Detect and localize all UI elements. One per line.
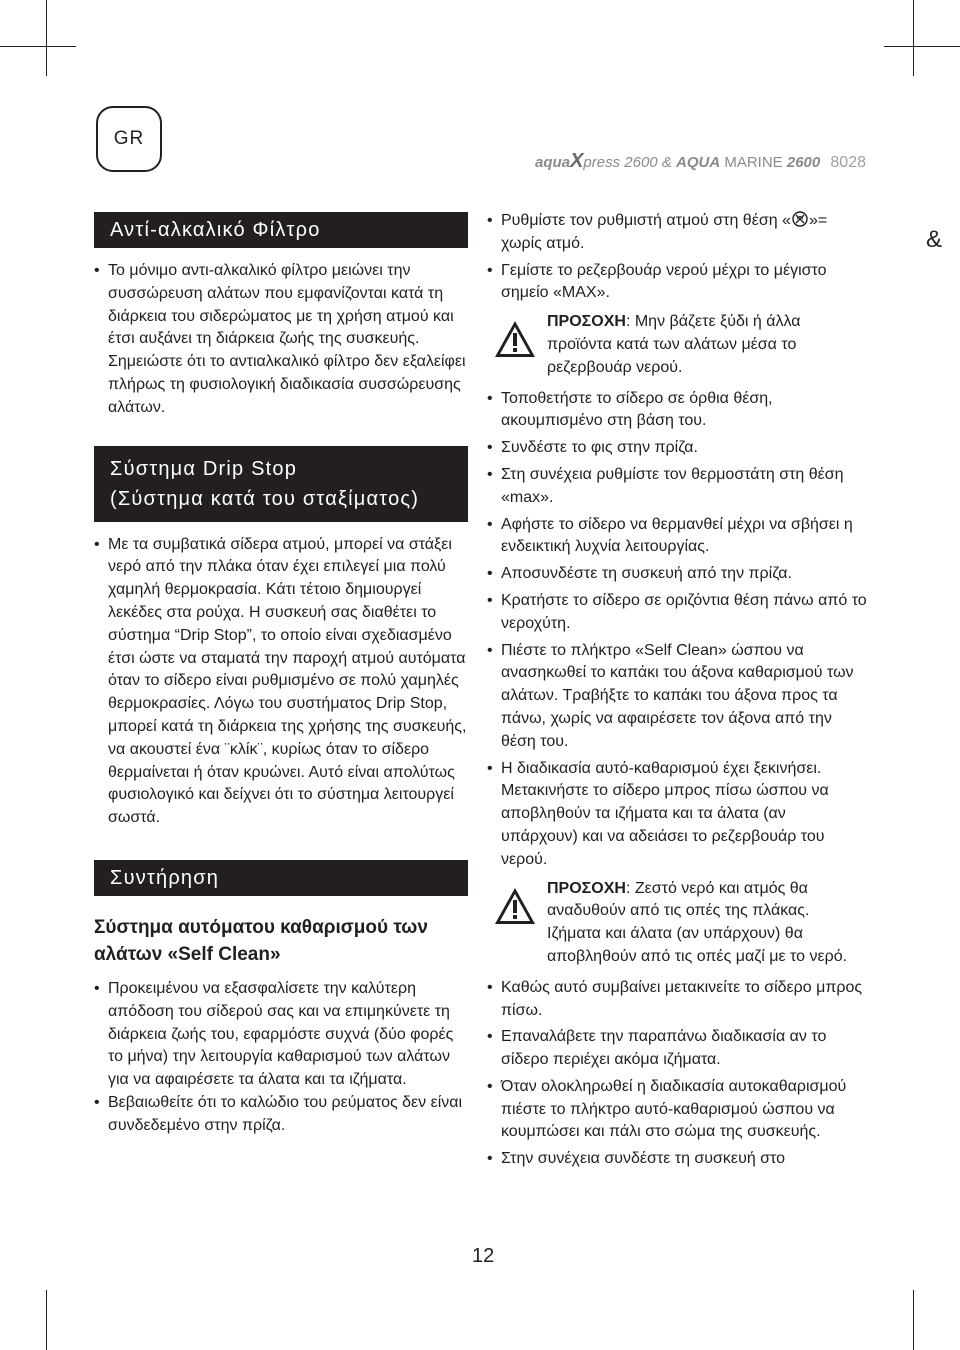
list-item: • Βεβαιωθείτε ότι το καλώδιο του ρεύματος δεν είναι συνδεδεμένο στην πρίζα.: [94, 1092, 468, 1138]
brand-x: X: [570, 150, 584, 172]
crop-mark-top-right-h: [884, 46, 960, 47]
list-item: • Με τα συμβατικά σίδερα ατμού, μπορεί να στάξει νερό από την πλάκα όταν έχει επιλεγεί μια πολύ χαμηλή θερμοκρασία. Κάτι τέτοιο δημιουργεί λεκέδες στα ρούχα. Η συσκευή σας διαθέτει το σύστημα “Drip Stop”, το οποίο είναι σχεδιασμένο έτσι ώστε να σταματά την παροχή ατμού αυτόματα όταν το σίδερο είναι ρυθμισμένο σε πολύ χαμηλές θερμοκρασίες. Λόγω του συστήματος Drip Stop, μπορεί κατά τη διάρκεια της χρήσης της συσκευής, να ακουστεί ένα ¨κλίκ¨, κυρίως όταν το σίδερο θερμαίνεται ή όταν κρυώνει. Αυτό είναι απολύτως φυσιολογικό και δείχνει ότι το σύστημα λειτουργεί σωστά.: [94, 534, 468, 830]
section-title-drip-stop: [94, 446, 468, 522]
list-item: • Κρατήστε το σίδερο σε οριζόντια θέση πάνω από το νεροχύτη.: [487, 590, 867, 636]
brand-aqua: aqua: [535, 154, 571, 171]
crop-mark-bottom-right: [913, 1290, 914, 1350]
steam-text-before: Ρυθμίστε τον ρυθμιστή ατμού στη θέση «: [501, 212, 791, 229]
brand-2600b: 2600: [786, 154, 821, 171]
brand-header: [535, 150, 866, 173]
crop-mark-top-left-h: [0, 46, 76, 47]
warning-text: : Μην βάζετε ξύδι ή άλλα προϊόντα κατά των αλάτων μέσα το ρεζερβουάρ νερού.: [547, 313, 801, 376]
drip-stop-title-line2: (Σύστημα κατά του σταξίματος): [110, 487, 420, 510]
warning-label: ΠΡΟΣΟΧΗ: [547, 313, 626, 331]
list-item: • Τοποθετήστε το σίδερο σε όρθια θέση, ακουμπισμένο στη βάση του.: [487, 388, 867, 434]
section-title-maintenance: Συντήρηση: [94, 860, 468, 896]
warning-label: ΠΡΟΣΟΧΗ: [547, 879, 626, 897]
steps-list-1: [487, 210, 867, 305]
warning-text: : Ζεστό νερό και ατμός θα αναδυθούν από τις οπές της πλάκας. Ιζήματα και άλατα (αν υπάρχουν) θα αποβληθούν από τις οπές μαζί με το νερό.: [547, 879, 848, 965]
brand-press: press: [583, 154, 621, 171]
right-column: [487, 210, 867, 1175]
self-clean-list: [94, 978, 468, 1138]
side-marker: &: [925, 226, 942, 253]
drip-stop-title-line1: Σύστημα Drip Stop: [110, 457, 298, 480]
list-item: • Στην συνέχεια συνδέστε τη συσκευή στο: [487, 1148, 867, 1171]
brand-marine: MARINE: [724, 154, 783, 171]
list-item: • Καθώς αυτό συμβαίνει μετακινείτε το σίδερο μπρος πίσω.: [487, 977, 867, 1023]
list-item: • Γεμίστε το ρεζερβουάρ νερού μέχρι το μέγιστο σημείο «MAX».: [487, 260, 867, 306]
crop-mark-top-right: [913, 0, 914, 76]
page-number: 12: [472, 1245, 495, 1267]
list-item: • Η διαδικασία αυτό-καθαρισμού έχει ξεκινήσει. Μετακινήστε το σίδερο μπρος πίσω ώσπου να αποβληθούν τα ιζήματα και τα άλατα (αν υπάρχουν) και να αδειάσει το ρεζερβουάρ του νερού.: [487, 758, 867, 872]
drip-stop-list: [94, 534, 468, 830]
brand-aqua2: AQUA: [676, 154, 721, 171]
list-item: • Πιέστε το πλήκτρο «Self Clean» ώσπου να ανασηκωθεί το καπάκι του άξονα καθαρισμού των αλάτων. Τραβήξτε το καπάκι του άξονα προς τα πάνω, χωρίς να αφαιρέσετε τον άξονα από την θέση του.: [487, 640, 867, 754]
self-clean-subtitle: Σύστημα αυτόματου καθαρισμού των αλάτων «Self Clean»: [94, 916, 428, 965]
list-item: • Αποσυνδέστε τη συσκευή από την πρίζα.: [487, 563, 867, 586]
steps-list-3: [487, 977, 867, 1171]
left-column: [94, 212, 468, 1138]
steps-list-2: [487, 388, 867, 872]
brand-amp: &: [661, 154, 672, 171]
list-item: • Το μόνιμο αντι-αλκαλικό φίλτρο μειώνει την συσσώρευση αλάτων που εμφανίζονται κατά τη διάρκεια του σιδερώματος με τη χρήση ατμού και έτσι αυξάνει τη διάρκεια ζωής της συσκευής. Σημειώστε ότι το αντιαλκαλικό φίλτρο δεν εξαλείφει πλήρως τη φυσιολογική διαδικασία συσσώρευσης αλάτων.: [94, 260, 468, 420]
list-item: • Συνδέστε το φις στην πρίζα.: [487, 437, 867, 460]
steam-text-after: »= χωρίς ατμό.: [501, 212, 828, 252]
list-item: • Επαναλάβετε την παραπάνω διαδικασία αν το σίδερο περιέχει ακόμα ιζήματα.: [487, 1026, 867, 1072]
section-title-antialkaline: Αντί-αλκαλικό Φίλτρο: [94, 212, 468, 248]
antialkaline-list: [94, 260, 468, 420]
crop-mark-top-left: [46, 0, 47, 76]
brand-2600: 2600: [624, 154, 658, 171]
warning-triangle-icon: [493, 319, 537, 359]
list-item: • Αφήστε το σίδερο να θερμανθεί μέχρι να σβήσει η ενδεικτική λυχνία λειτουργίας.: [487, 514, 867, 560]
list-item: • Προκειμένου να εξασφαλίσετε την καλύτερη απόδοση του σίδερού σας και να επιμηκύνετε τη διάρκεια ζωής του, εφαρμόστε συχνά (δύο φορές το μήνα) την λειτουργία καθαρισμού των αλάτων για να αφαιρέσετε τα άλατα και τα ιζήματα.: [94, 978, 468, 1092]
list-item-steam: [487, 210, 867, 256]
warning-triangle-icon: [493, 886, 537, 926]
list-item: • Στη συνέχεια ρυθμίστε τον θερμοστάτη στη θέση «max».: [487, 464, 867, 510]
crop-mark-bottom-left: [46, 1290, 47, 1350]
warning-vinegar: [487, 311, 867, 379]
no-steam-icon: [791, 210, 809, 228]
language-badge: GR: [96, 106, 162, 172]
model-number: 8028: [830, 154, 866, 171]
warning-hot-water: [487, 878, 867, 969]
list-item: • Όταν ολοκληρωθεί η διαδικασία αυτοκαθαρισμού πιέστε το πλήκτρο αυτό-καθαρισμού ώσπου να κουμπώσει και πάλι στο σώμα της συσκευής.: [487, 1076, 867, 1144]
